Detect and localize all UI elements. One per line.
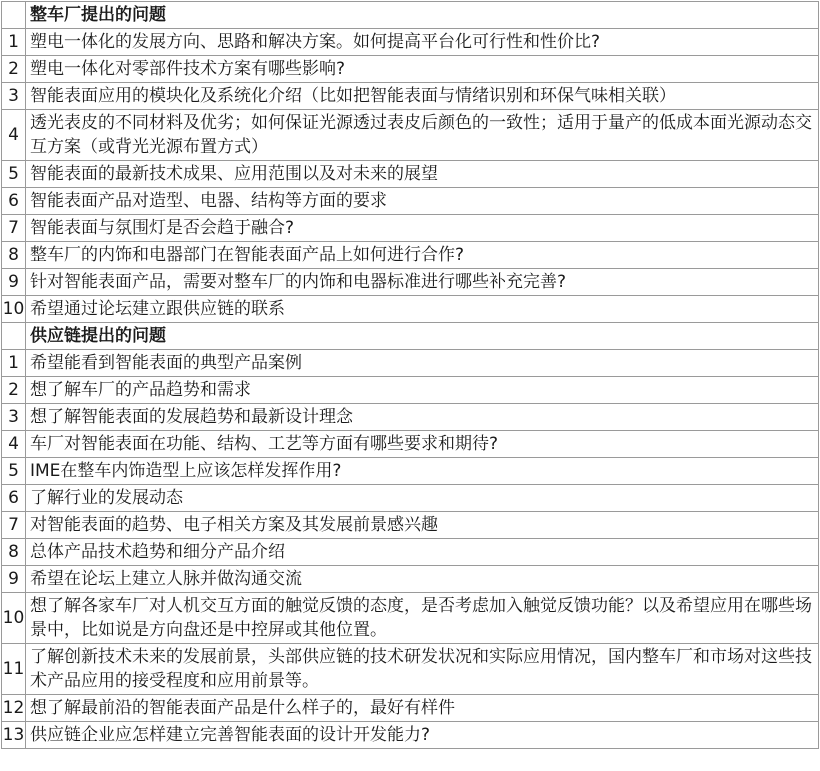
table-row	[2, 539, 819, 566]
row-number: 1	[2, 29, 26, 56]
table-row	[2, 83, 819, 110]
row-number: 9	[2, 269, 26, 296]
row-text: 智能表面与氛围灯是否会趋于融合?	[26, 215, 819, 242]
row-number: 10	[2, 593, 26, 644]
row-text: 塑电一体化对零部件技术方案有哪些影响?	[26, 56, 819, 83]
row-number: 1	[2, 350, 26, 377]
table-row	[2, 215, 819, 242]
table-row	[2, 377, 819, 404]
row-number: 7	[2, 512, 26, 539]
row-text: 对智能表面的趋势、电子相关方案及其发展前景感兴趣	[26, 512, 819, 539]
row-text: 希望能看到智能表面的典型产品案例	[26, 350, 819, 377]
row-text: IME在整车内饰造型上应该怎样发挥作用?	[26, 458, 819, 485]
row-text: 想了解智能表面的发展趋势和最新设计理念	[26, 404, 819, 431]
table-row	[2, 110, 819, 161]
row-text: 了解创新技术未来的发展前景，头部供应链的技术研发状况和实际应用情况，国内整车厂和市场对这些技术产品应用的接受程度和应用前景等。	[26, 644, 819, 695]
row-number: 6	[2, 485, 26, 512]
row-number: 11	[2, 644, 26, 695]
table-row	[2, 56, 819, 83]
table-row	[2, 29, 819, 56]
questions-table	[1, 1, 819, 749]
table-row	[2, 431, 819, 458]
row-number: 2	[2, 377, 26, 404]
row-text: 透光表皮的不同材料及优劣；如何保证光源透过表皮后颜色的一致性；适用于量产的低成本面光源动态交互方案（或背光光源布置方式）	[26, 110, 819, 161]
row-number: 9	[2, 566, 26, 593]
row-number: 5	[2, 458, 26, 485]
table-row	[2, 269, 819, 296]
table-row	[2, 296, 819, 323]
row-text: 想了解车厂的产品趋势和需求	[26, 377, 819, 404]
table-row	[2, 404, 819, 431]
section-header-num-cell	[2, 323, 26, 350]
row-text: 智能表面的最新技术成果、应用范围以及对未来的展望	[26, 161, 819, 188]
section-header-row	[2, 323, 819, 350]
row-number: 4	[2, 431, 26, 458]
row-text: 针对智能表面产品，需要对整车厂的内饰和电器标准进行哪些补充完善?	[26, 269, 819, 296]
table-row	[2, 512, 819, 539]
table-row	[2, 695, 819, 722]
table-row	[2, 188, 819, 215]
table-row	[2, 644, 819, 695]
table-row	[2, 161, 819, 188]
row-number: 2	[2, 56, 26, 83]
row-text: 总体产品技术趋势和细分产品介绍	[26, 539, 819, 566]
row-number: 8	[2, 539, 26, 566]
row-number: 12	[2, 695, 26, 722]
table-row	[2, 242, 819, 269]
section-title: 整车厂提出的问题	[26, 2, 819, 29]
row-text: 智能表面应用的模块化及系统化介绍（比如把智能表面与情绪识别和环保气味相关联）	[26, 83, 819, 110]
row-text: 整车厂的内饰和电器部门在智能表面产品上如何进行合作?	[26, 242, 819, 269]
table-row	[2, 593, 819, 644]
table-row	[2, 350, 819, 377]
row-number: 13	[2, 722, 26, 749]
row-text: 塑电一体化的发展方向、思路和解决方案。如何提高平台化可行性和性价比?	[26, 29, 819, 56]
row-number: 10	[2, 296, 26, 323]
row-text: 想了解最前沿的智能表面产品是什么样子的，最好有样件	[26, 695, 819, 722]
row-number: 4	[2, 110, 26, 161]
section-header-num-cell	[2, 2, 26, 29]
table-row	[2, 566, 819, 593]
section-title: 供应链提出的问题	[26, 323, 819, 350]
row-text: 想了解各家车厂对人机交互方面的触觉反馈的态度，是否考虑加入触觉反馈功能？以及希望应用在哪些场景中，比如说是方向盘还是中控屏或其他位置。	[26, 593, 819, 644]
row-text: 智能表面产品对造型、电器、结构等方面的要求	[26, 188, 819, 215]
table-row	[2, 485, 819, 512]
table-row	[2, 458, 819, 485]
row-text: 希望通过论坛建立跟供应链的联系	[26, 296, 819, 323]
row-text: 车厂对智能表面在功能、结构、工艺等方面有哪些要求和期待?	[26, 431, 819, 458]
row-number: 3	[2, 83, 26, 110]
row-number: 6	[2, 188, 26, 215]
table-row	[2, 722, 819, 749]
row-number: 5	[2, 161, 26, 188]
row-number: 8	[2, 242, 26, 269]
row-number: 7	[2, 215, 26, 242]
row-number: 3	[2, 404, 26, 431]
section-header-row	[2, 2, 819, 29]
row-text: 希望在论坛上建立人脉并做沟通交流	[26, 566, 819, 593]
row-text: 供应链企业应怎样建立完善智能表面的设计开发能力?	[26, 722, 819, 749]
row-text: 了解行业的发展动态	[26, 485, 819, 512]
